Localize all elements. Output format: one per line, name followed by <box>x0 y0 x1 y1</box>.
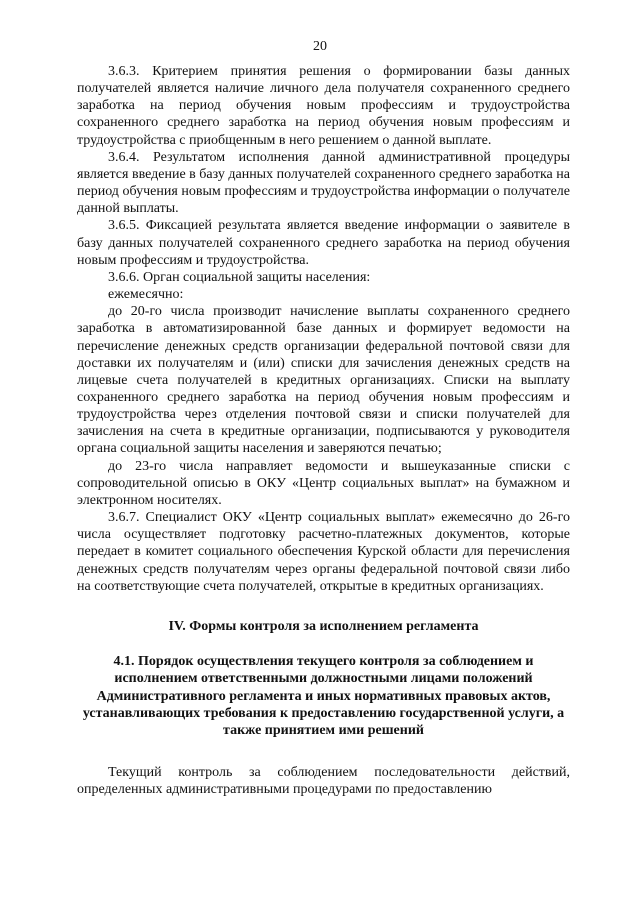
paragraph-monthly: ежемесячно: <box>108 287 184 303</box>
paragraph-3-6-4: 3.6.4. Результатом исполнения данной административной процедуры является введение в базу данных получателей сохраненного среднего заработка на период обучения новым профессиям и трудоустройства информации о получателе данной выплаты. <box>77 149 570 217</box>
paragraph-3-6-3: 3.6.3. Критерием принятия решения о формировании базы данных получателей является наличие личного дела получателя сохраненного среднего заработка на период обучения новым профессиям и трудоустройства сохраненного среднего заработка на период обучения новым профессиям и трудоустройства с приобщенным в него решением о данной выплате. <box>77 64 570 148</box>
section-title: IV. Формы контроля за исполнением регламента <box>168 618 479 634</box>
page-content <box>77 63 570 798</box>
subsection-title: 4.1. Порядок осуществления текущего контроля за соблюдением и исполнением ответственными должностными лицами положений Административного регламента и иных нормативных правовых актов, устанавливающих требования к предоставлению государственной услуги, а также принятием ими решений <box>82 653 565 739</box>
page-number: 20 <box>313 39 327 54</box>
paragraph-3-6-7: 3.6.7. Специалист ОКУ «Центр социальных выплат» ежемесячно до 26-го числа осуществляет подготовку расчетно-платежных документов, которые передает в комитет социального обеспечения Курской области для перечисления денежных средств получателям через органы федеральной почтовой связи либо на соответствующие счета получателей, открытые в кредитных организациях. <box>77 510 570 594</box>
paragraph-until-20th: до 20-го числа производит начисление выплаты сохраненного среднего заработка в автоматизированной базе данных и формирует ведомости на перечисление денежных средств организации федеральной почтовой связи для доставки их получателям и (или) списки для зачисления денежных средств на лицевые счета получателей в кредитных организациях. Списки на выплату сохраненного среднего заработка на период обучения новым профессиям и трудоустройства через отделения почтовой связи и списки получателей для зачисления на счета в кредитные организации, подписываются у руководителя органа социальной защиты населения и заверяются печатью; <box>77 304 570 457</box>
paragraph-3-6-6: 3.6.6. Орган социальной защиты населения: <box>108 269 371 285</box>
paragraph-current-control: Текущий контроль за соблюдением последовательности действий, определенных административными процедурами по предоставлению <box>77 764 570 798</box>
paragraph-3-6-5: 3.6.5. Фиксацией результата является введение информации о заявителе в базу данных получателей сохраненного среднего заработка на период обучения новым профессиям и трудоустройства. <box>77 218 570 268</box>
paragraph-until-23rd: до 23-го числа направляет ведомости и вышеуказанные списки с сопроводительной описью в ОКУ «Центр социальных выплат» на бумажном и электронном носителях. <box>77 458 570 508</box>
